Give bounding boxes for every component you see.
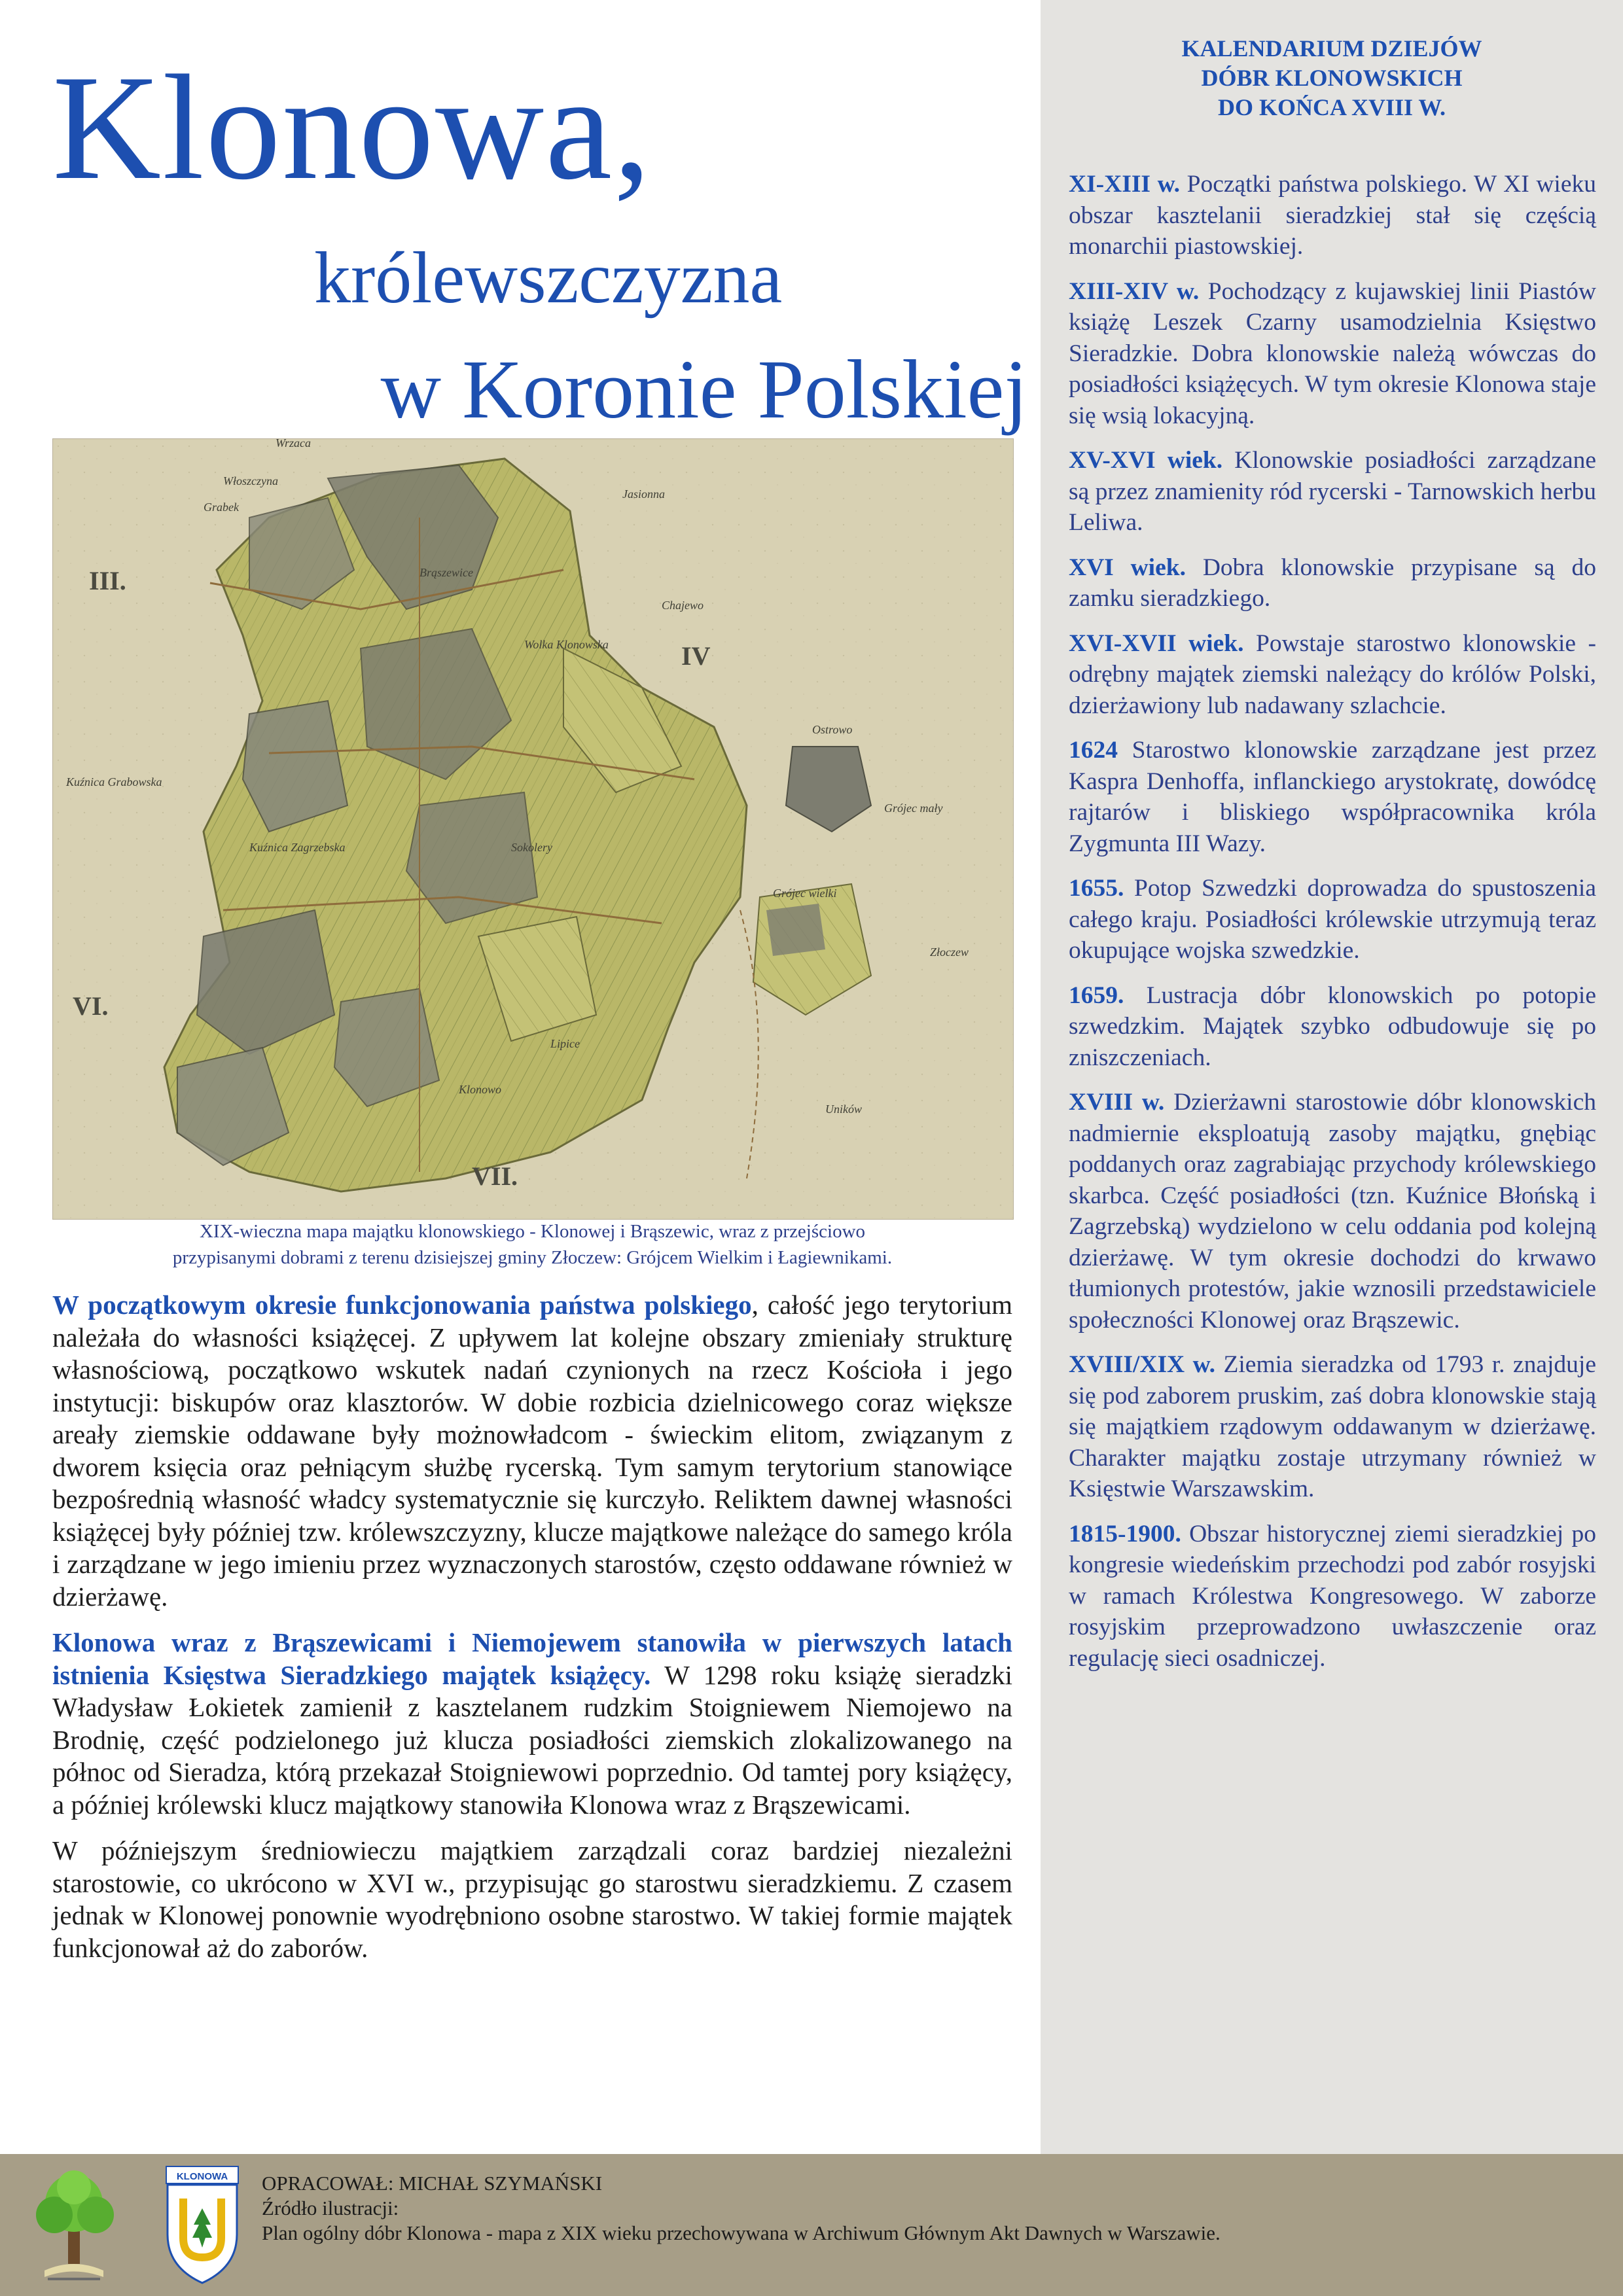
calendar-entry-text: Obszar historycznej ziemi sieradzkiej po kongresie wiedeńskim przechodzi pod zabór rosyjski w ramach Królestwa Kongresowego. W zaborze rosyjskim przeprowadzono uwłaszczenie oraz regulację sieci osadniczej. bbox=[1069, 1520, 1596, 1672]
calendar-entry-date: XVI wiek. bbox=[1069, 554, 1186, 581]
calendar-entry-date: XI-XIII w. bbox=[1069, 171, 1180, 198]
article-body bbox=[52, 1289, 1012, 1978]
calendar-entry bbox=[1069, 276, 1596, 432]
calendar-entry bbox=[1069, 1519, 1596, 1674]
calendar-entry-date: XIII-XIV w. bbox=[1069, 277, 1200, 305]
calendar-entry-date: 1655. bbox=[1069, 875, 1124, 902]
calendar-entry-date: 1659. bbox=[1069, 981, 1124, 1009]
footer-author: OPRACOWAŁ: MICHAŁ SZYMAŃSKI bbox=[262, 2172, 603, 2195]
calendar-entry-text: Klonowskie posiadłości zarządzane są przez znamienity ród rycerski - Tarnowskich herbu Leliwa. bbox=[1069, 447, 1597, 536]
calendar-title-line3: DO KOŃCA XVIII W. bbox=[1217, 94, 1446, 120]
calendar-entry bbox=[1069, 445, 1596, 539]
calendar-entry-date: XVIII/XIX w. bbox=[1069, 1351, 1215, 1378]
calendar-title-line2: DÓBR KLONOWSKICH bbox=[1201, 65, 1463, 91]
map-label: Grójec wielki bbox=[773, 887, 837, 900]
map-label: Jasionna bbox=[622, 487, 665, 501]
map-label: Wolka Klonowska bbox=[524, 638, 609, 651]
footer-source-label: Źródło ilustracji: bbox=[262, 2197, 399, 2219]
map-caption-line1: XIX-wieczna mapa majątku klonowskiego - Klonowej i Brąszewic, wraz z przejściowo bbox=[199, 1221, 866, 1242]
calendar-entry bbox=[1069, 169, 1596, 262]
map-label: Brąszewice bbox=[419, 566, 473, 579]
map-label: Złoczew bbox=[930, 945, 969, 959]
calendar-entry-text: Początki państwa polskiego. W XI wieku obszar kasztelanii sieradzkiej stał się częścią monarchii piastowskiej. bbox=[1069, 171, 1596, 260]
calendar-entry-date: 1624 bbox=[1069, 737, 1118, 764]
library-tree-logo bbox=[25, 2163, 123, 2287]
map-label: Grabek bbox=[204, 501, 239, 514]
footer-source-text: Plan ogólny dóbr Klonowa - mapa z XIX wieku przechowywana w Archiwum Głównym Akt Dawnych w Warszawie. bbox=[262, 2221, 1221, 2244]
calendar-entry-text: Lustracja dóbr klonowskich po potopie szwedzkim. Majątek szybko odbudowuje się po zniszczeniach. bbox=[1069, 981, 1596, 1071]
article-paragraph-1 bbox=[52, 1289, 1012, 1613]
map-label: Grójec mały bbox=[884, 802, 943, 815]
calendar-entry-text: Pochodzący z kujawskiej linii Piastów książę Leszek Czarny usamodzielnia Księstwo Sieradzkie. Dobra klonowskie należą wówczas do posiadłości książęcych. W tym okresie Klonowa staje się wsią lokacyjną. bbox=[1069, 277, 1596, 429]
calendar-entry-text: Powstaje starostwo klonowskie - odrębny majątek ziemski należący do królów Polski, dzierżawiony lub nadawany szlachcie. bbox=[1069, 629, 1596, 719]
page-subtitle-line1: królewszczyzna bbox=[314, 238, 783, 319]
calendar-entry bbox=[1069, 980, 1596, 1074]
crest-label: KLONOWA bbox=[176, 2171, 228, 2182]
calendar-entry-date: 1815-1900. bbox=[1069, 1520, 1181, 1547]
article-paragraph-2-lead: Klonowa wraz z Brąszewicami i Niemojewem stanowiła w pierwszych latach istnienia Księstwa Sieradzkiego majątek książęcy. bbox=[52, 1627, 1012, 1690]
map-label: Włoszczyna bbox=[223, 474, 278, 487]
map-numeral-6: VI. bbox=[73, 991, 109, 1021]
calendar-entry bbox=[1069, 628, 1596, 722]
calendar-entry-text: Starostwo klonowskie zarządzane jest przez Kaspra Denhoffa, inflanckiego arystokratę, dowódcę rajtarów i bliskiego współpracownika króla Zygmunta III Wazy. bbox=[1069, 737, 1596, 857]
calendar-title-line1: KALENDARIUM DZIEJÓW bbox=[1181, 35, 1482, 62]
map-label: Klonowo bbox=[459, 1083, 502, 1096]
map-numeral-3: III. bbox=[89, 566, 126, 595]
calendar-entry-text: Dzierżawni starostowie dóbr klonowskich nadmiernie eksploatują zasoby majątku, gnębiąc poddanych oraz zagrabiając przychody królewskiego skarbca. Część posiadłości (tzn. Kuźnice Błońską i Zagrzebską) wydzielono w celu oddania pod kolejną dzierżawę. W tym okresie dochodzi do krwawo tłumionych protestów, jakie wznosili przedstawiciele społeczności Klonowej oraz Brąszewic. bbox=[1069, 1089, 1596, 1333]
map-caption bbox=[52, 1218, 1012, 1271]
page-title: Klonowa, bbox=[52, 44, 652, 211]
map-label: Uników bbox=[825, 1103, 862, 1116]
article-paragraph-2-text: W 1298 roku książę sieradzki Władysław Łokietek zamienił z kasztelanem rudzkim Stoigniewem Niemojewo na Brodnię, część podzielonego już klucza posiadłości ziemskich zlokalizowanego na północ od Sieradza, którą przekazał Stoigniewowi poprzednio. Od tamtej pory książęcy, a później królewski klucz majątkowy stanowiła Klonowa wraz z Brąszewicami. bbox=[52, 1659, 1012, 1820]
calendar-list bbox=[1069, 169, 1596, 1687]
page-subtitle-line2: w Koronie Polskiej bbox=[380, 343, 1027, 436]
calendar-entry bbox=[1069, 873, 1596, 966]
historical-map-image bbox=[52, 438, 1014, 1220]
map-label: Kuźnica Grabowska bbox=[66, 775, 162, 788]
calendar-title bbox=[1060, 34, 1603, 122]
map-label: Sokolery bbox=[511, 841, 552, 854]
calendar-entry bbox=[1069, 1349, 1596, 1505]
map-label: Lipice bbox=[550, 1037, 580, 1050]
map-caption-line2: przypisanymi dobrami z terenu dzisiejszej gminy Złoczew: Grójcem Wielkim i Łagiewnikami. bbox=[172, 1247, 893, 1268]
calendar-entry-date: XV-XVI wiek. bbox=[1069, 447, 1223, 474]
footer-credits bbox=[262, 2171, 1505, 2246]
map-label: Kuźnica Zagrzebska bbox=[249, 841, 346, 854]
calendar-entry-date: XVIII w. bbox=[1069, 1089, 1165, 1116]
calendar-entry-text: Potop Szwedzki doprowadza do spustoszenia całego kraju. Posiadłości królewskie utrzymują teraz okupujące wojska szwedzkie. bbox=[1069, 875, 1596, 964]
calendar-entry bbox=[1069, 1087, 1596, 1335]
calendar-entry bbox=[1069, 552, 1596, 614]
calendar-entry-text: Dobra klonowskie przypisane są do zamku sieradzkiego. bbox=[1069, 554, 1596, 612]
map-numeral-4: IV bbox=[681, 641, 711, 671]
map-numeral-7: VII. bbox=[472, 1161, 518, 1191]
map-label: Chajewo bbox=[662, 599, 704, 612]
article-paragraph-1-text: , całość jego terytorium należała do własności książęcej. Z upływem lat kolejne obszary zmieniały strukturę własnościową, początkowo wskutek nadań czynionych na rzecz Kościoła i jego instytucji: biskupów oraz klasztorów. W dobie rozbicia dzielnicowego coraz większe areały ziemskie oddawane były możnowładcom - świeckim elitom, związanym z dworem księcia oraz pełniącym służbę rycerską. Tym samym terytorium stanowiące bezpośrednią własność władcy systematycznie się kurczyło. Reliktem dawnej własności książęcej były później tzw. królewszczyzny, klucze majątkowe należące do samego króla i zarządzane w jego imieniu przez wyznaczonych starostów, często oddawane również w dzierżawę. bbox=[52, 1290, 1012, 1612]
calendar-entry bbox=[1069, 735, 1596, 859]
map-label: Ostrowo bbox=[812, 723, 853, 736]
calendar-entry-text: Ziemia sieradzka od 1793 r. znajduje się pod zaborem pruskim, zaś dobra klonowskie stają się majątkiem rządowym oddawanym w dzierżawę. Charakter majątku zostaje utrzymany również w Księstwie Warszawskim. bbox=[1069, 1351, 1596, 1502]
calendar-entry-date: XVI-XVII wiek. bbox=[1069, 629, 1244, 657]
article-paragraph-2 bbox=[52, 1627, 1012, 1821]
map-label: Wrzaca bbox=[276, 439, 311, 450]
klonowa-coat-of-arms bbox=[164, 2163, 241, 2287]
article-paragraph-1-lead: W początkowym okresie funkcjonowania państwa polskiego bbox=[52, 1290, 752, 1320]
article-paragraph-3: W późniejszym średniowieczu majątkiem zarządzali coraz bardziej niezależni starostowie, co ukrócono w XVI w., przypisując go starostwu sieradzkiemu. Z czasem jednak w Klonowej ponownie wyodrębniono osobne starostwo. W takiej formie majątek funkcjonował aż do zaborów. bbox=[52, 1835, 1012, 1963]
